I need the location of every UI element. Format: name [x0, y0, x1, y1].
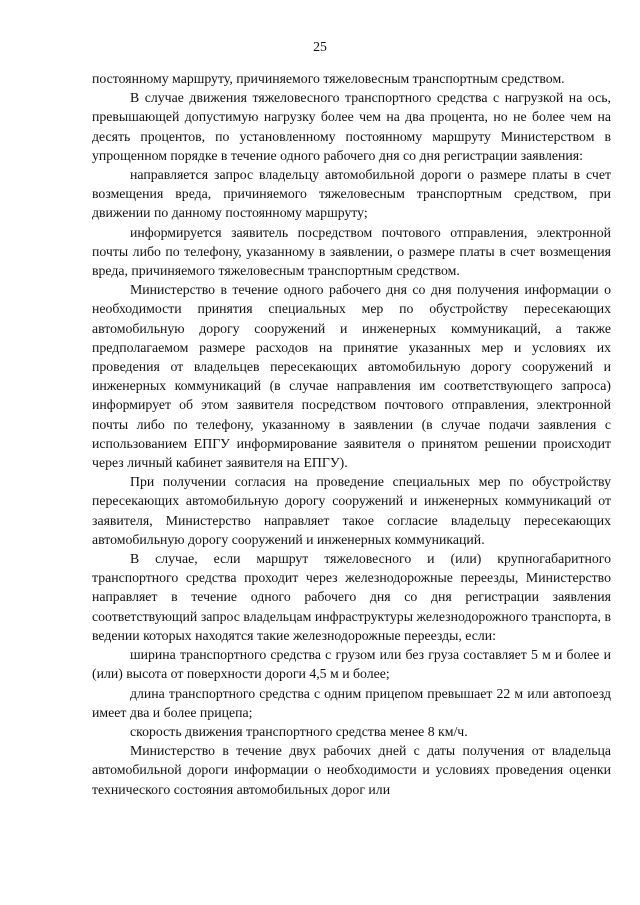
body-text: [92, 69, 611, 799]
paragraph-consent: При получении согласия на проведение специальных мер по обустройству пересекающих автомобильную дорогу сооружений и инженерных коммуникаций от заявителя, Министерство направляет такое согласие владельцу пересекающих автомобильную дорогу сооружений и инженерных коммуникаций.: [92, 474, 611, 547]
paragraph-inform-applicant: информируется заявитель посредством почтового отправления, электронной почты либо по телефону, указанному в заявлении, о размере платы в счет возмещения вреда, причиняемого тяжеловесным транспортным средством.: [92, 224, 611, 279]
paragraph-technical-assessment: Министерство в течение двух рабочих дней с даты получения от владельца автомобильной дороги информации о необходимости и условиях проведения оценки технического состояния автомобильных дорог или: [92, 743, 611, 797]
paragraph-special-measures-info: Министерство в течение одного рабочего дня со дня получения информации о необходимости принятия специальных мер по обустройству пересекающих автомобильную дорогу сооружений и инженерных коммуникаций, а также предполагаемом размере расходов на принятие указанных мер и условиях их проведения от владельцев пересекающих автомобильную дорогу сооружений и инженерных коммуникаций (в случае направления им соответствующего запроса) информирует об этом заявителя посредством почтового отправления, электронной почты либо по телефону, указанному в заявлении (в случае подачи заявления с использованием ЕПГУ информирование заявителя о принятом решении происходит через личный кабинет заявителя на ЕПГУ).: [92, 282, 611, 471]
page-number: 25: [313, 39, 327, 54]
paragraph-length-condition: длина транспортного средства с одним прицепом превышает 22 м или автопоезд имеет два и более прицепа;: [92, 685, 611, 720]
paragraph-width-height-condition: ширина транспортного средства с грузом или без груза составляет 5 м и более и (или) высота от поверхности дороги 4,5 м и более;: [92, 647, 611, 682]
paragraph-speed-condition: скорость движения транспортного средства менее 8 км/ч.: [130, 723, 468, 739]
paragraph-axle-load-case: В случае движения тяжеловесного транспортного средства с нагрузкой на ось, превышающей допустимую нагрузку более чем на два процента, но не более чем на десять процентов, по установленному постоянному маршруту Министерством в упрощенном порядке в течение одного рабочего дня со дня регистрации заявления:: [92, 90, 611, 163]
paragraph-request-road-owner: направляется запрос владельцу автомобильной дороги о размере платы в счет возмещения вреда, причиняемого тяжеловесным транспортным средством, при движении по данному постоянному маршруту;: [92, 167, 611, 221]
paragraph-railway-crossings: В случае, если маршрут тяжеловесного и (или) крупногабаритного транспортного средства проходит через железнодорожные переезды, Министерство направляет в течение одного рабочего дня со дня регистрации заявления соответствующий запрос владельцам инфраструктуры железнодорожного транспорта, в ведении которых находятся такие железнодорожные переезды, если:: [92, 551, 611, 643]
paragraph-continuation: постоянному маршруту, причиняемого тяжеловесным транспортным средством.: [92, 71, 565, 86]
